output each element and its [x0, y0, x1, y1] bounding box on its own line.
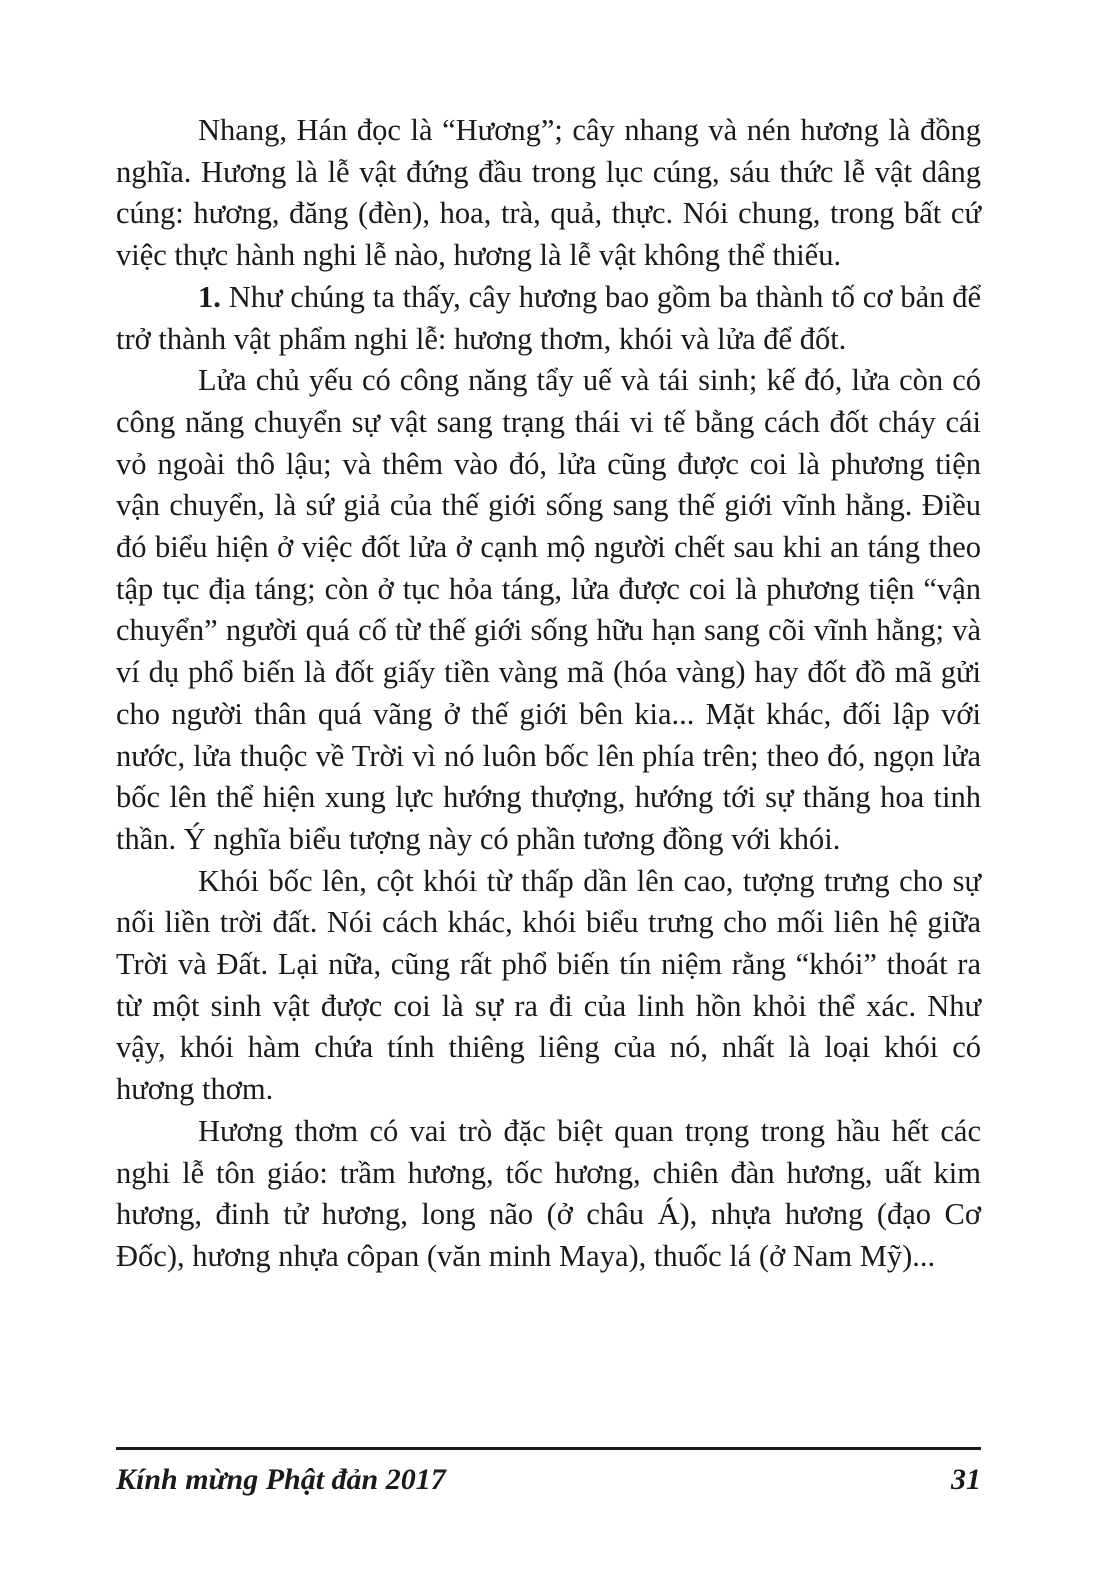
footer-title: Kính mừng Phật đản 2017: [116, 1463, 446, 1496]
paragraph-4: Khói bốc lên, cột khói từ thấp dần lên cao, tượng trưng cho sự nối liền trời đất. Nói cách khác, khói biểu trưng cho mối liên hệ giữa Trời và Đất. Lại nữa, cũng rất phổ biến tín niệm rằng “khói” thoát ra từ một sinh vật được coi là sự ra đi của linh hồn khỏi thể xác. Như vậy, khói hàm chứa tính thiêng liêng của nó, nhất là loại khói có hương thơm.: [116, 863, 981, 1107]
body-text: [116, 110, 981, 1278]
paragraph-2: [116, 277, 981, 360]
page-footer: [116, 1458, 981, 1502]
footer-divider: [116, 1447, 981, 1450]
paragraph-2-text: Như chúng ta thấy, cây hương bao gồm ba thành tố cơ bản để trở thành vật phẩm nghi lễ: hương thơm, khói và lửa để đốt.: [116, 279, 981, 356]
page-number: 31: [951, 1463, 981, 1496]
paragraph-1: Nhang, Hán đọc là “Hương”; cây nhang và nén hương là đồng nghĩa. Hương là lễ vật đứng đầu trong lục cúng, sáu thức lễ vật dâng cúng: hương, đăng (đèn), hoa, trà, quả, thực. Nói chung, trong bất cứ việc thực hành nghi lễ nào, hương là lễ vật không thể thiếu.: [116, 113, 981, 273]
section-number: 1.: [198, 279, 221, 314]
paragraph-3: Lửa chủ yếu có công năng tẩy uế và tái sinh; kế đó, lửa còn có công năng chuyển sự vật sang trạng thái vi tế bằng cách đốt cháy cái vỏ ngoài thô lậu; và thêm vào đó, lửa cũng được coi là phương tiện vận chuyển, là sứ giả của thế giới sống sang thế giới vĩnh hằng. Điều đó biểu hiện ở việc đốt lửa ở cạnh mộ người chết sau khi an táng theo tập tục địa táng; còn ở tục hỏa táng, lửa được coi là phương tiện “vận chuyển” người quá cố từ thế giới sống hữu hạn sang cõi vĩnh hằng; và ví dụ phổ biến là đốt giấy tiền vàng mã (hóa vàng) hay đốt đồ mã gửi cho người thân quá vãng ở thế giới bên kia... Mặt khác, đối lập với nước, lửa thuộc về Trời vì nó luôn bốc lên phía trên; theo đó, ngọn lửa bốc lên thể hiện xung lực hướng thượng, hướng tới sự thăng hoa tinh thần. Ý nghĩa biểu tượng này có phần tương đồng với khói.: [116, 363, 981, 856]
paragraph-5: Hương thơm có vai trò đặc biệt quan trọng trong hầu hết các nghi lễ tôn giáo: trầm hương, tốc hương, chiên đàn hương, uất kim hương, đinh tử hương, long não (ở châu Á), nhựa hương (đạo Cơ Đốc), hương nhựa côpan (văn minh Maya), thuốc lá (ở Nam Mỹ)...: [116, 1113, 981, 1273]
